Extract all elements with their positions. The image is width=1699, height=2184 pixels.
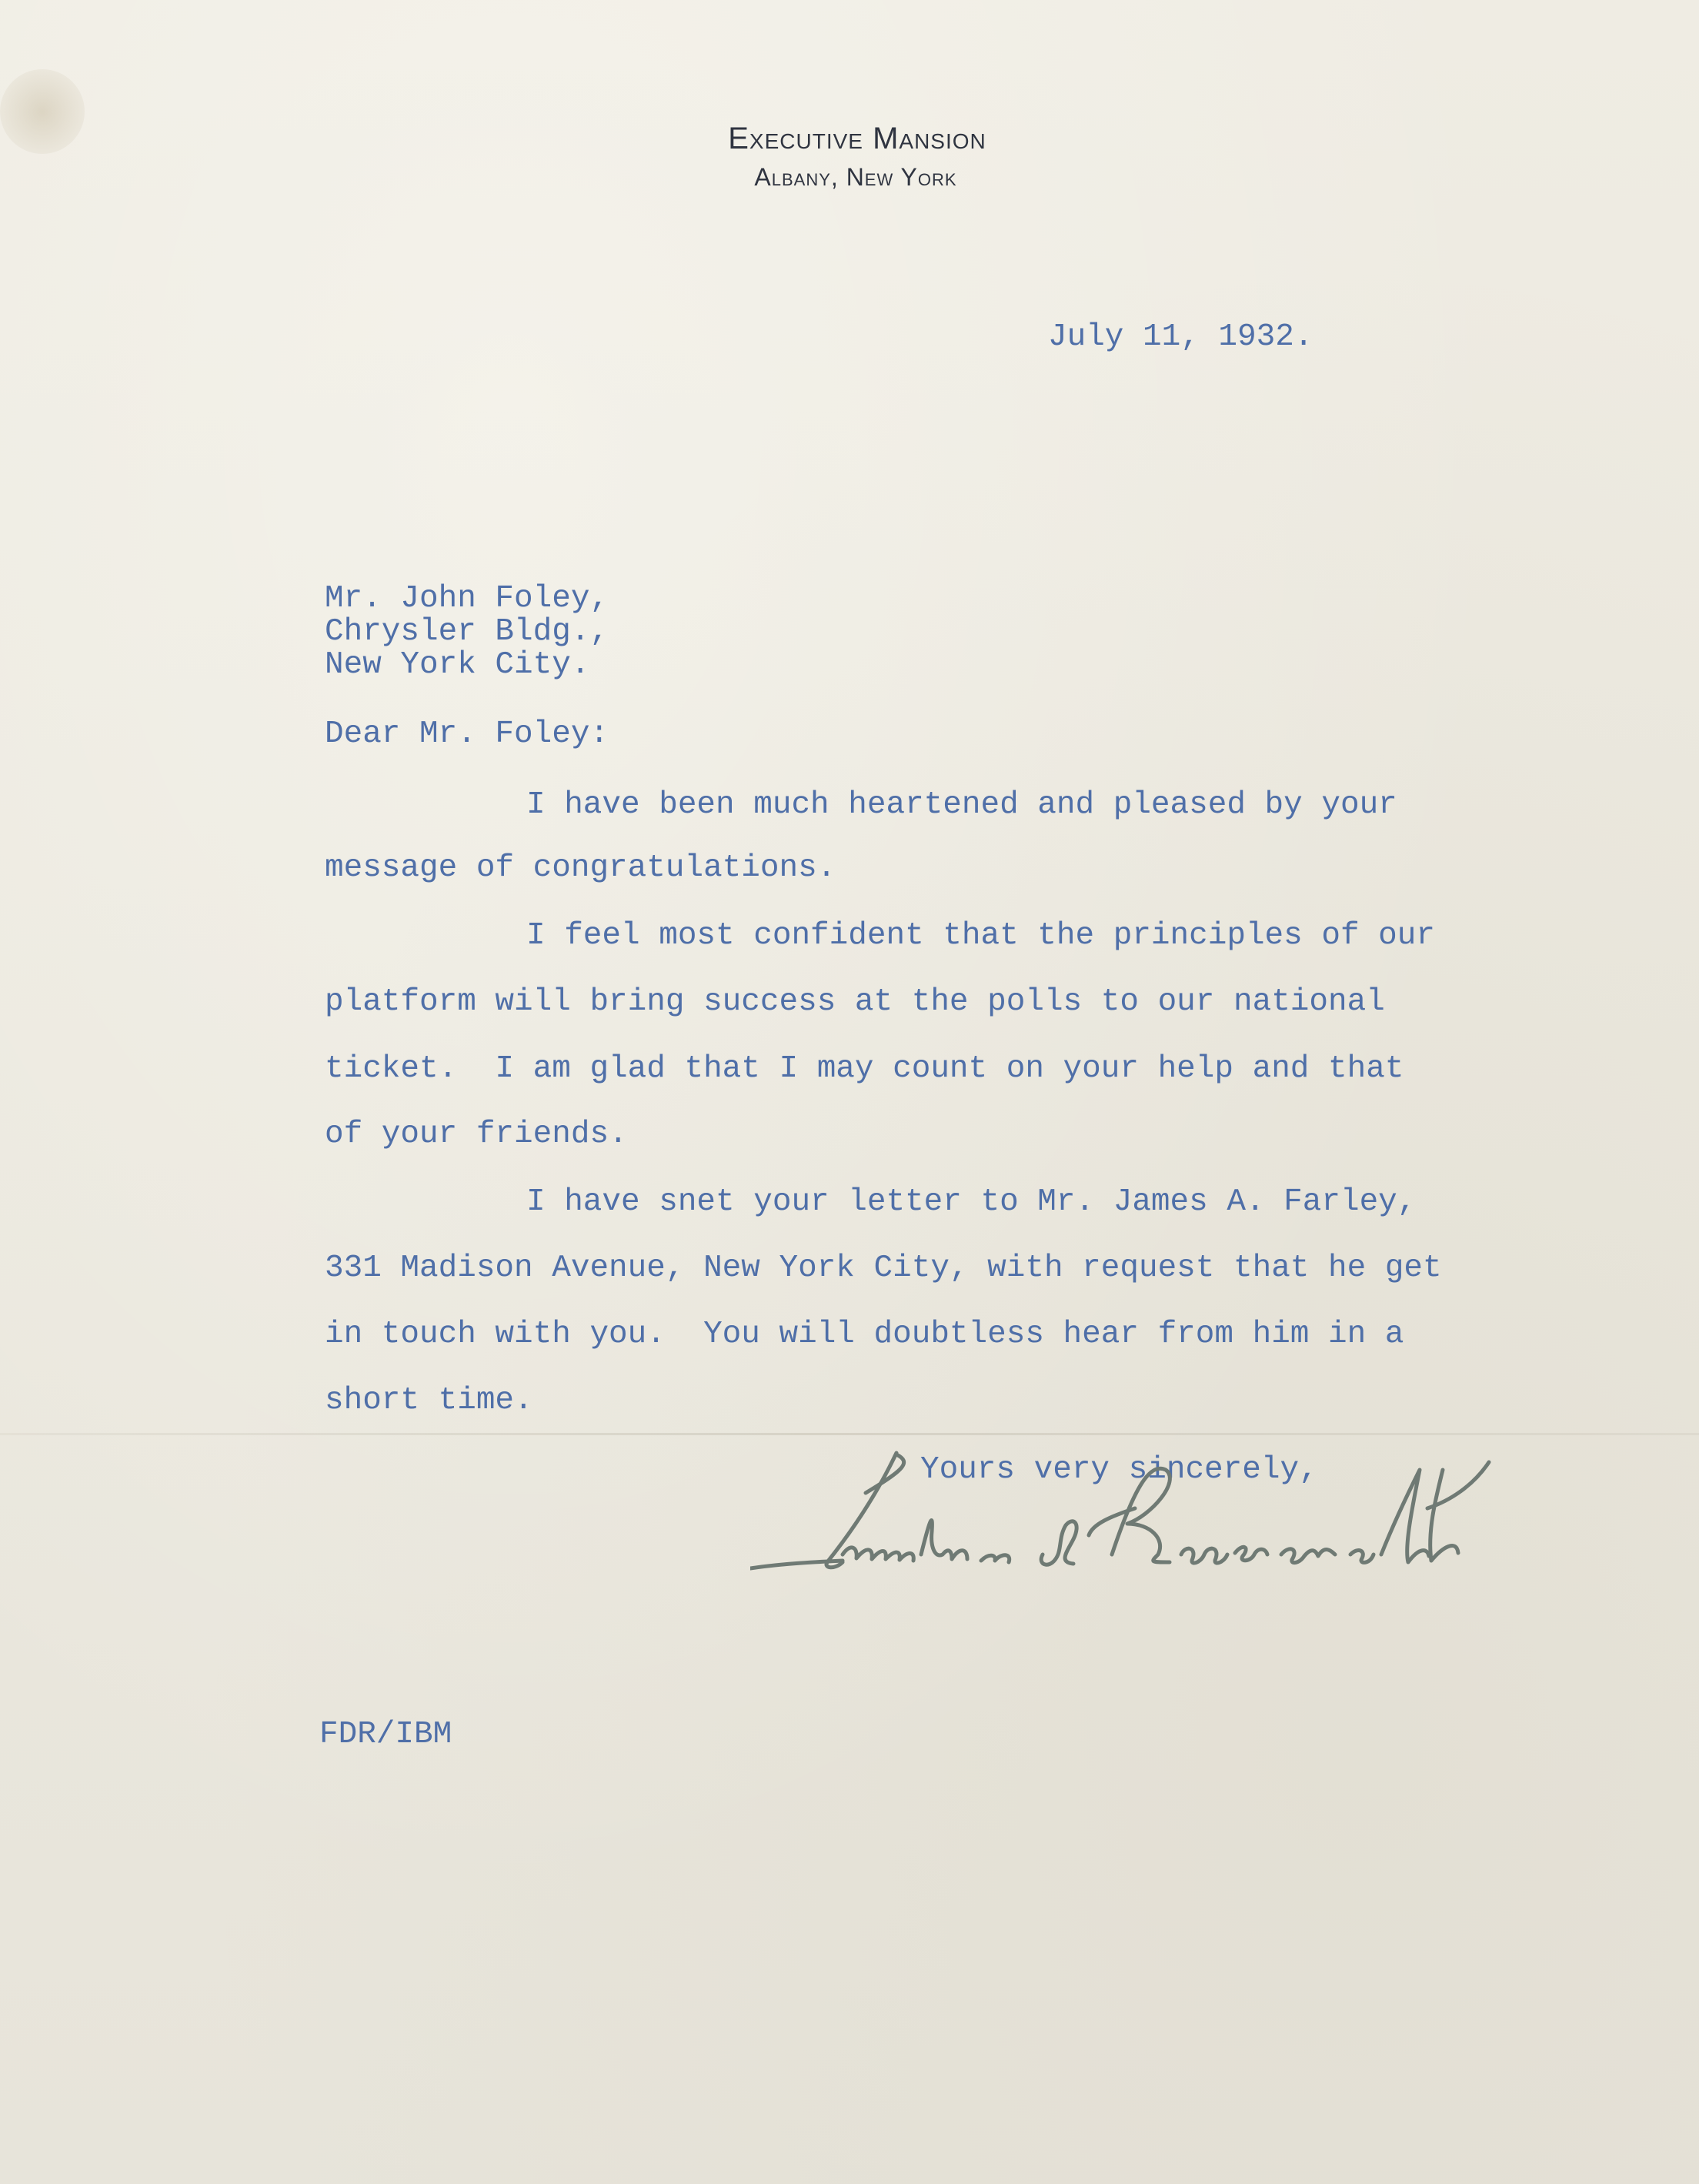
body-p2-line-1: I feel most confident that the principles of our bbox=[526, 918, 1435, 953]
body-p3-line-1: I have snet your letter to Mr. James A. Farley, bbox=[526, 1184, 1417, 1220]
body-p3-line-4: short time. bbox=[325, 1383, 533, 1418]
body-p2-line-2: platform will bring success at the polls to our national bbox=[325, 984, 1385, 1020]
recipient-line-2: Chrysler Bldg., bbox=[325, 614, 609, 650]
salutation: Dear Mr. Foley: bbox=[325, 716, 609, 752]
body-p2-line-4: of your friends. bbox=[325, 1117, 628, 1152]
body-p2-line-3: ticket. I am glad that I may count on your help and that bbox=[325, 1051, 1404, 1087]
body-p3-line-2: 331 Madison Avenue, New York City, with request that he get bbox=[325, 1251, 1442, 1286]
letterhead-subtitle: Albany, New York bbox=[754, 163, 957, 191]
closing: Yours very sincerely, bbox=[920, 1452, 1318, 1488]
recipient-line-1: Mr. John Foley, bbox=[325, 581, 609, 616]
body-p3-line-3: in touch with you. You will doubtless hear from him in a bbox=[325, 1317, 1404, 1352]
body-p1-line-1: I have been much heartened and pleased by your bbox=[526, 787, 1397, 823]
letterhead-title: Executive Mansion bbox=[728, 122, 986, 155]
handwritten-signature bbox=[750, 1439, 1535, 1616]
fold-crease bbox=[0, 1433, 1699, 1435]
recipient-line-3: New York City. bbox=[325, 647, 590, 683]
letter-date: July 11, 1932. bbox=[1048, 319, 1313, 355]
body-p1-line-2: message of congratulations. bbox=[325, 850, 836, 886]
reference-initials: FDR/IBM bbox=[319, 1717, 452, 1752]
